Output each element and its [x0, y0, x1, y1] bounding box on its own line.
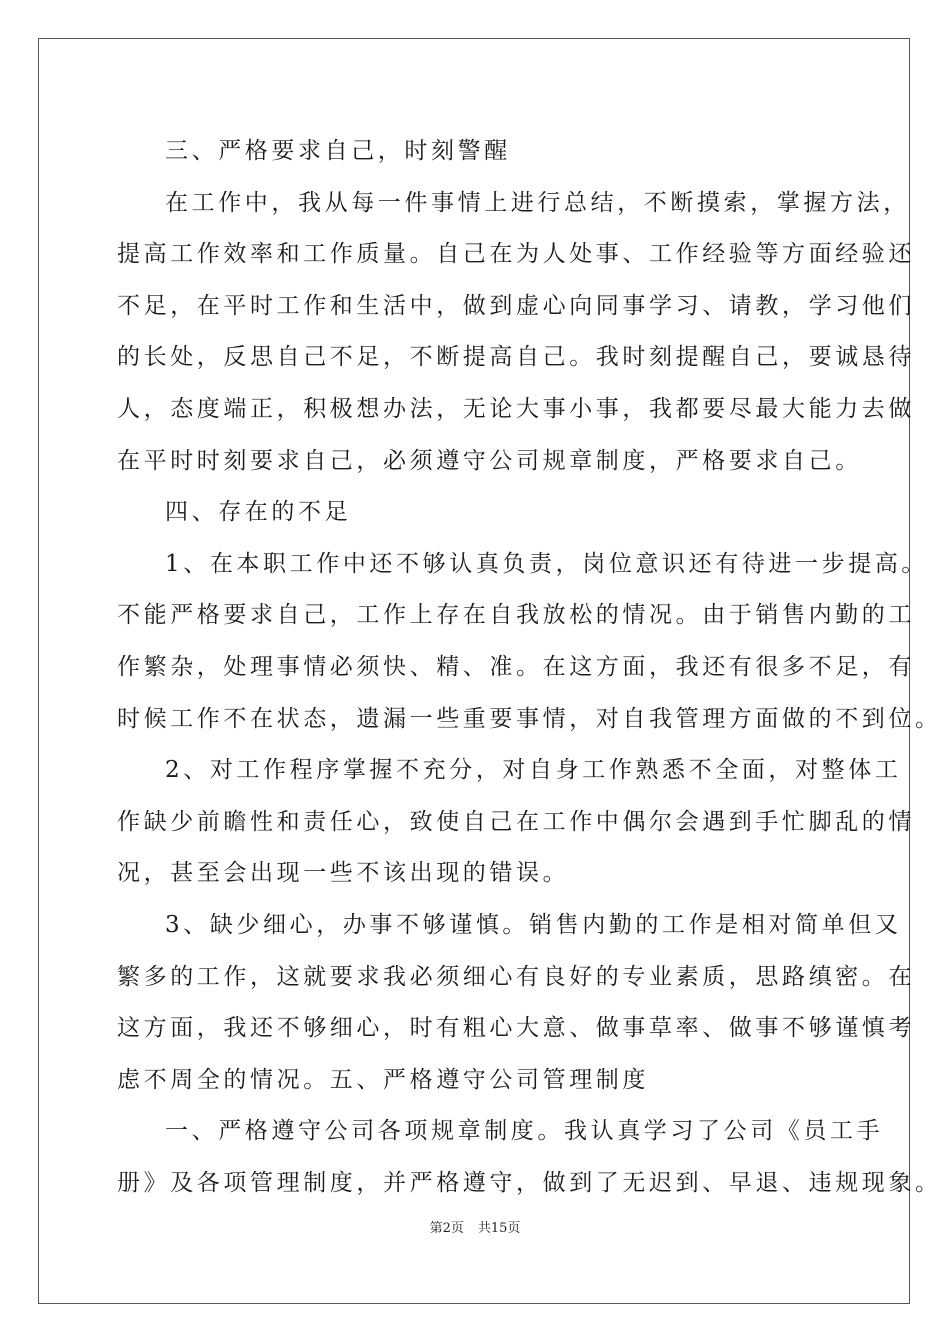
page-total: 共15页: [477, 1221, 521, 1236]
paragraph-line: 作繁杂，处理事情必须快、精、准。在这方面，我还有很多不足，有: [117, 653, 915, 680]
page-number: 第2页: [429, 1221, 464, 1236]
paragraph-line: 不足，在平时工作和生活中，做到虚心向同事学习、请教，学习他们: [117, 292, 915, 319]
section-heading: 三、严格要求自己，时刻警醒: [165, 138, 511, 164]
paragraph-line: 的长处，反思自己不足，不断提高自己。我时刻提醒自己，要诚恳待: [117, 344, 915, 371]
paragraph-line: 2、对工作程序掌握不充分，对自身工作熟悉不全面，对整体工: [165, 757, 902, 784]
paragraph-line: 这方面，我还不够细心，时有粗心大意、做事草率、做事不够谨慎考: [117, 1015, 915, 1042]
paragraph-line: 繁多的工作，这就要求我必须细心有良好的专业素质，思路缜密。在: [117, 963, 915, 990]
paragraph-line: 况，甚至会出现一些不该出现的错误。: [117, 860, 570, 887]
paragraph-line: 不能严格要求自己，工作上存在自我放松的情况。由于销售内勤的工: [117, 602, 915, 629]
paragraph-line: 在工作中，我从每一件事情上进行总结，不断摸索，掌握方法，: [165, 189, 910, 216]
paragraph-line: 人，态度端正，积极想办法，无论大事小事，我都要尽最大能力去做: [117, 395, 915, 422]
page-footer: [0, 1217, 950, 1236]
paragraph-line: 3、缺少细心，办事不够谨慎。销售内勤的工作是相对简单但又: [165, 911, 902, 938]
paragraph-line: 虑不周全的情况。五、严格遵守公司管理制度: [117, 1066, 649, 1093]
paragraph-line: 一、严格遵守公司各项规章制度。我认真学习了公司《员工手: [165, 1118, 884, 1145]
paragraph-line: 册》及各项管理制度，并严格遵守，做到了无迟到、早退、违规现象。: [117, 1169, 942, 1196]
document-body: [117, 126, 942, 1209]
paragraph-line: 时候工作不在状态，遗漏一些重要事情，对自我管理方面做的不到位。: [117, 705, 942, 732]
paragraph-line: 1、在本职工作中还不够认真负责，岗位意识还有待进一步提高。: [165, 550, 929, 577]
paragraph-line: 在平时时刻要求自己，必须遵守公司规章制度，严格要求自己。: [117, 447, 862, 474]
paragraph-line: 作缺少前瞻性和责任心，致使自己在工作中偶尔会遇到手忙脚乱的情: [117, 808, 915, 835]
paragraph-line: 提高工作效率和工作质量。自己在为人处事、工作经验等方面经验还: [117, 241, 915, 268]
section-heading: 四、存在的不足: [165, 499, 352, 526]
